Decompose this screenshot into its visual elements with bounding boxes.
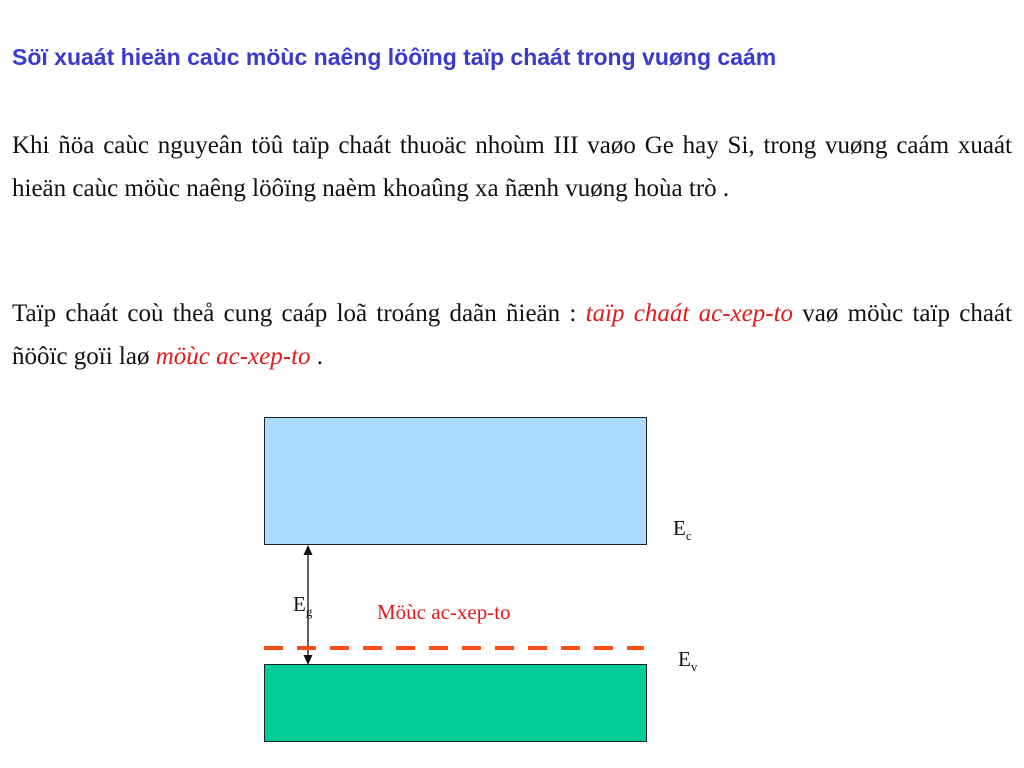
acceptor-impurity-term: taïp chaát ac-xep-to — [585, 300, 794, 327]
paragraph-acceptor-text-1: Taïp chaát coù theå cung caáp loã troáng daãn ñieän : — [12, 300, 586, 327]
paragraph-acceptor-text-2: vaø möùc taïp chaát ñöôïc goïi laø — [12, 300, 1012, 370]
valence-band-edge-label: $E_v$ — [678, 647, 698, 675]
paragraph-acceptor-text-3: . — [310, 343, 324, 370]
paragraph-intro: Khi ñöa caùc nguyeân töû taïp chaát thuoäc nhoùm III vaøo Ge hay Si, trong vuøng caám xuaát hieän caùc möùc naêng löôïng naèm khoaûng xa ñænh vuøng hoùa trò . — [12, 132, 1012, 202]
valence-band — [264, 664, 647, 742]
page-title: Söï xuaát hieän caùc möùc naêng löôïng taïp chaát trong vuøng caám — [12, 44, 777, 70]
conduction-band — [264, 417, 647, 545]
conduction-band-edge-label: $E_c$ — [673, 516, 692, 544]
band-gap-label: $E_g$ — [293, 592, 313, 620]
acceptor-level-term: möùc ac-xep-to — [155, 343, 311, 370]
paragraph-acceptor — [12, 292, 1012, 378]
acceptor-level-line — [264, 646, 644, 650]
acceptor-level-label: Möùc ac-xep-to — [377, 600, 511, 624]
